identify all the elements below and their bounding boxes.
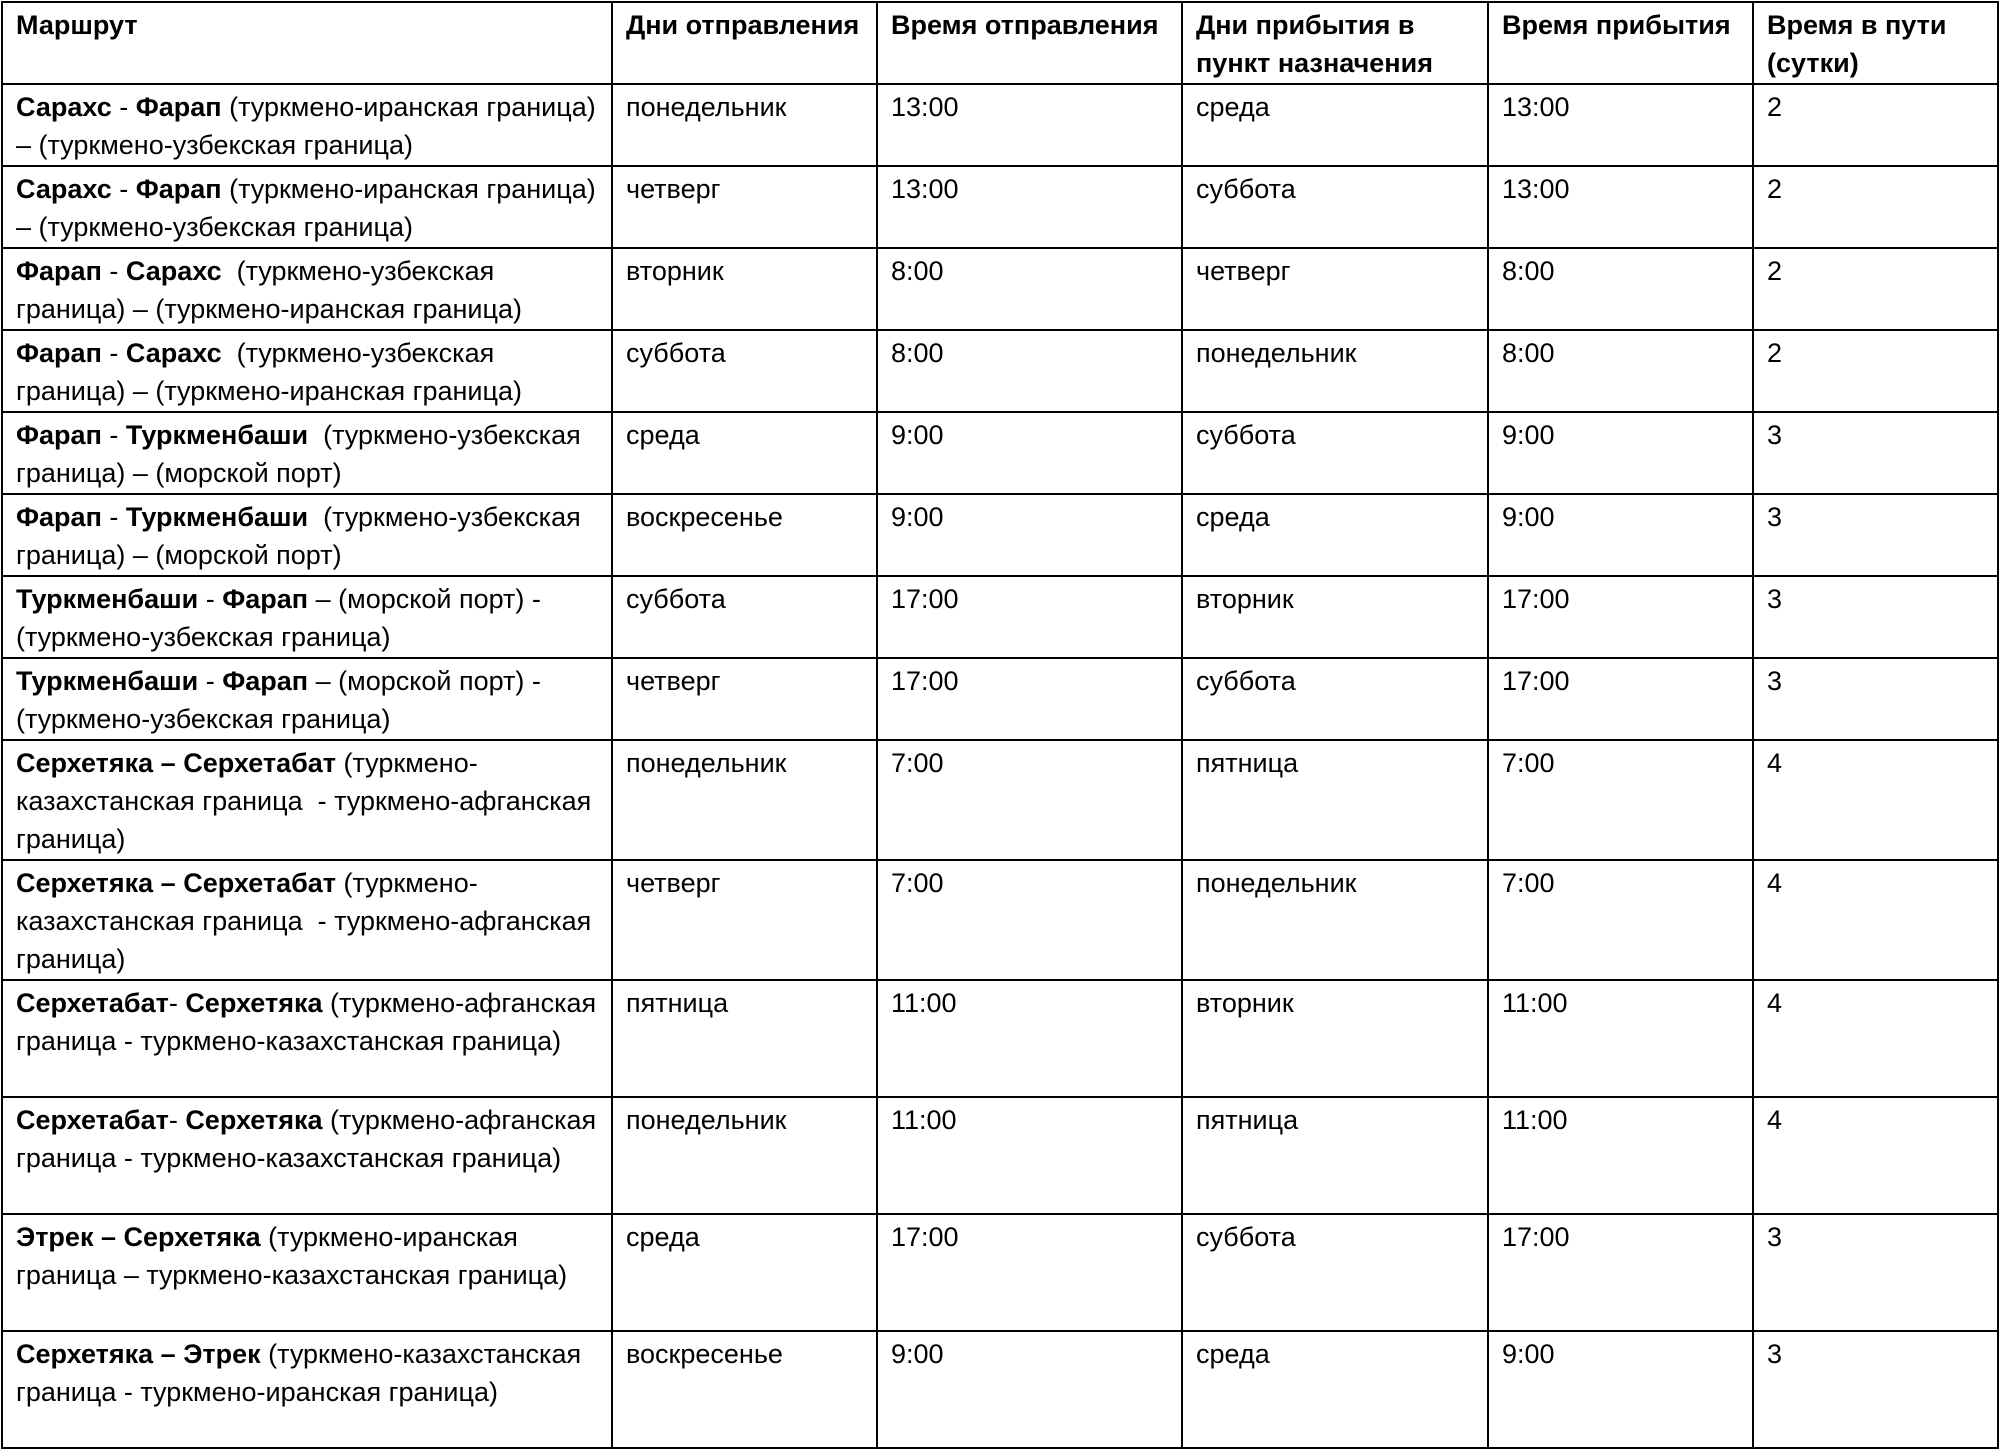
arrival-time-cell: 11:00: [1488, 980, 1753, 1097]
route-description: (туркмено-казахстанская граница - туркмено-афганская граница): [16, 868, 599, 974]
arrival-time-cell: 17:00: [1488, 1214, 1753, 1331]
route-to: Этрек: [183, 1339, 261, 1369]
route-cell: [2, 658, 612, 740]
route-from: Серхетяка: [16, 868, 154, 898]
arrival-day-cell: четверг: [1182, 248, 1488, 330]
arrival-time-cell: 8:00: [1488, 248, 1753, 330]
table-row: [2, 84, 1998, 166]
table-row: [2, 860, 1998, 980]
route-cell: [2, 84, 612, 166]
route-from: Серхетабат: [16, 1105, 169, 1135]
route-from: Сарахс: [16, 92, 112, 122]
arrival-day-cell: среда: [1182, 84, 1488, 166]
route-cell: [2, 740, 612, 860]
route-separator: -: [198, 584, 223, 614]
route-to: Туркменбаши: [125, 420, 309, 450]
route-separator: -: [198, 666, 223, 696]
departure-time-cell: 11:00: [877, 980, 1182, 1097]
route-description: (туркмено-иранская граница) – (туркмено-узбекская граница): [16, 174, 604, 242]
arrival-time-cell: 9:00: [1488, 494, 1753, 576]
arrival-time-cell: 7:00: [1488, 860, 1753, 980]
departure-day-cell: понедельник: [612, 740, 877, 860]
departure-time-cell: 7:00: [877, 860, 1182, 980]
table-row: [2, 658, 1998, 740]
route-to: Серхетяка: [185, 1105, 323, 1135]
table-row: [2, 248, 1998, 330]
route-separator: –: [153, 868, 184, 898]
departure-time-cell: 17:00: [877, 576, 1182, 658]
route-cell: [2, 330, 612, 412]
route-separator: -: [168, 1105, 186, 1135]
arrival-time-cell: 11:00: [1488, 1097, 1753, 1214]
schedule-table: [1, 1, 1999, 1449]
route-cell: [2, 412, 612, 494]
route-description: – (морской порт) - (туркмено-узбекская граница): [16, 666, 549, 734]
departure-day-cell: понедельник: [612, 84, 877, 166]
route-from: Фарап: [16, 420, 102, 450]
travel-days-cell: 2: [1753, 84, 1998, 166]
route-to: Туркменбаши: [125, 502, 309, 532]
route-from: Фарап: [16, 256, 102, 286]
route-to: Фарап: [135, 174, 222, 204]
route-from: Туркменбаши: [16, 584, 199, 614]
departure-time-cell: 7:00: [877, 740, 1182, 860]
arrival-day-cell: понедельник: [1182, 330, 1488, 412]
departure-day-cell: суббота: [612, 330, 877, 412]
table-row: [2, 576, 1998, 658]
route-from: Сарахс: [16, 174, 112, 204]
route-separator: -: [101, 338, 126, 368]
route-cell: [2, 166, 612, 248]
arrival-day-cell: вторник: [1182, 576, 1488, 658]
arrival-time-cell: 13:00: [1488, 84, 1753, 166]
arrival-day-cell: пятница: [1182, 1097, 1488, 1214]
arrival-day-cell: суббота: [1182, 658, 1488, 740]
route-separator: –: [153, 748, 184, 778]
departure-time-cell: 8:00: [877, 248, 1182, 330]
travel-days-cell: 3: [1753, 412, 1998, 494]
route-separator: -: [101, 420, 126, 450]
travel-days-cell: 4: [1753, 860, 1998, 980]
departure-time-cell: 17:00: [877, 658, 1182, 740]
departure-day-cell: суббота: [612, 576, 877, 658]
arrival-day-cell: вторник: [1182, 980, 1488, 1097]
header-departure-time: Время отправления: [877, 2, 1182, 84]
travel-days-cell: 2: [1753, 248, 1998, 330]
departure-day-cell: пятница: [612, 980, 877, 1097]
departure-day-cell: среда: [612, 1214, 877, 1331]
table-row: [2, 1331, 1998, 1448]
travel-days-cell: 3: [1753, 1331, 1998, 1448]
route-cell: [2, 980, 612, 1097]
table-row: [2, 494, 1998, 576]
arrival-day-cell: суббота: [1182, 166, 1488, 248]
arrival-day-cell: суббота: [1182, 412, 1488, 494]
route-to: Серхетяка: [185, 988, 323, 1018]
arrival-day-cell: среда: [1182, 494, 1488, 576]
route-cell: [2, 1097, 612, 1214]
table-row: [2, 980, 1998, 1097]
route-description: – (морской порт) - (туркмено-узбекская граница): [16, 584, 549, 652]
departure-time-cell: 9:00: [877, 412, 1182, 494]
departure-time-cell: 11:00: [877, 1097, 1182, 1214]
arrival-day-cell: суббота: [1182, 1214, 1488, 1331]
departure-day-cell: понедельник: [612, 1097, 877, 1214]
arrival-time-cell: 9:00: [1488, 1331, 1753, 1448]
departure-day-cell: четверг: [612, 658, 877, 740]
table-row: [2, 1097, 1998, 1214]
route-cell: [2, 576, 612, 658]
arrival-time-cell: 9:00: [1488, 412, 1753, 494]
arrival-day-cell: пятница: [1182, 740, 1488, 860]
route-to: Сарахс: [125, 338, 222, 368]
departure-day-cell: среда: [612, 412, 877, 494]
table-header-row: [2, 2, 1998, 84]
arrival-day-cell: среда: [1182, 1331, 1488, 1448]
route-from: Серхетабат: [16, 988, 169, 1018]
route-to: Серхетяка: [123, 1222, 261, 1252]
arrival-time-cell: 8:00: [1488, 330, 1753, 412]
route-cell: [2, 860, 612, 980]
travel-days-cell: 4: [1753, 980, 1998, 1097]
departure-day-cell: воскресенье: [612, 1331, 877, 1448]
header-arrival-days: Дни прибытия в пункт назначения: [1182, 2, 1488, 84]
route-separator: –: [93, 1222, 124, 1252]
table-row: [2, 740, 1998, 860]
route-separator: –: [153, 1339, 184, 1369]
route-from: Серхетяка: [16, 748, 154, 778]
route-separator: -: [111, 174, 136, 204]
travel-days-cell: 3: [1753, 576, 1998, 658]
travel-days-cell: 2: [1753, 166, 1998, 248]
route-description: (туркмено-иранская граница) – (туркмено-узбекская граница): [16, 92, 604, 160]
route-separator: -: [101, 502, 126, 532]
route-cell: [2, 494, 612, 576]
route-cell: [2, 248, 612, 330]
route-from: Фарап: [16, 502, 102, 532]
route-cell: [2, 1331, 612, 1448]
arrival-time-cell: 7:00: [1488, 740, 1753, 860]
departure-time-cell: 13:00: [877, 166, 1182, 248]
route-description: (туркмено-узбекская граница) – (туркмено-иранская граница): [16, 256, 522, 324]
route-separator: -: [101, 256, 126, 286]
arrival-time-cell: 17:00: [1488, 658, 1753, 740]
table-row: [2, 1214, 1998, 1331]
route-from: Серхетяка: [16, 1339, 154, 1369]
route-description: (туркмено-иранская граница – туркмено-казахстанская граница): [16, 1222, 568, 1290]
route-description: (туркмено-узбекская граница) – (морской порт): [16, 420, 589, 488]
travel-days-cell: 3: [1753, 494, 1998, 576]
travel-days-cell: 3: [1753, 658, 1998, 740]
travel-days-cell: 4: [1753, 1097, 1998, 1214]
travel-days-cell: 3: [1753, 1214, 1998, 1331]
departure-time-cell: 9:00: [877, 494, 1182, 576]
departure-time-cell: 8:00: [877, 330, 1182, 412]
route-description: (туркмено-узбекская граница) – (морской порт): [16, 502, 589, 570]
route-separator: -: [168, 988, 186, 1018]
route-description: (туркмено-казахстанская граница - туркмено-афганская граница): [16, 748, 599, 854]
route-cell: [2, 1214, 612, 1331]
departure-day-cell: воскресенье: [612, 494, 877, 576]
route-from: Этрек: [16, 1222, 94, 1252]
departure-day-cell: четверг: [612, 166, 877, 248]
departure-time-cell: 9:00: [877, 1331, 1182, 1448]
departure-time-cell: 13:00: [877, 84, 1182, 166]
departure-day-cell: вторник: [612, 248, 877, 330]
departure-day-cell: четверг: [612, 860, 877, 980]
table-row: [2, 166, 1998, 248]
route-description: (туркмено-афганская граница - туркмено-казахстанская граница): [16, 988, 604, 1056]
header-route: Маршрут: [2, 2, 612, 84]
route-description: (туркмено-казахстанская граница - туркмено-иранская граница): [16, 1339, 589, 1407]
route-to: Фарап: [222, 666, 309, 696]
travel-days-cell: 2: [1753, 330, 1998, 412]
route-from: Фарап: [16, 338, 102, 368]
arrival-time-cell: 17:00: [1488, 576, 1753, 658]
header-travel-time: Время в пути (сутки): [1753, 2, 1998, 84]
route-to: Серхетабат: [183, 748, 337, 778]
table-body: [2, 84, 1998, 1448]
departure-time-cell: 17:00: [877, 1214, 1182, 1331]
header-arrival-time: Время прибытия: [1488, 2, 1753, 84]
route-description: (туркмено-афганская граница - туркмено-казахстанская граница): [16, 1105, 604, 1173]
travel-days-cell: 4: [1753, 740, 1998, 860]
arrival-time-cell: 13:00: [1488, 166, 1753, 248]
route-to: Фарап: [222, 584, 309, 614]
route-to: Фарап: [135, 92, 222, 122]
route-separator: -: [111, 92, 136, 122]
route-to: Серхетабат: [183, 868, 337, 898]
route-description: (туркмено-узбекская граница) – (туркмено-иранская граница): [16, 338, 522, 406]
table-row: [2, 330, 1998, 412]
arrival-day-cell: понедельник: [1182, 860, 1488, 980]
header-departure-days: Дни отправления: [612, 2, 877, 84]
table-row: [2, 412, 1998, 494]
route-to: Сарахс: [125, 256, 222, 286]
route-from: Туркменбаши: [16, 666, 199, 696]
